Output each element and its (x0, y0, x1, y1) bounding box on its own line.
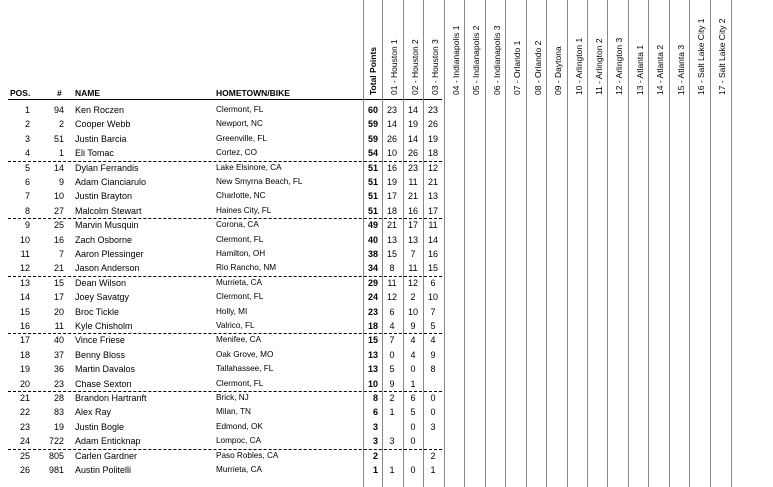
rider-number: 17 (53, 292, 64, 303)
table-row (0, 420, 773, 434)
round-3-points: 7 (430, 306, 436, 317)
rider-total-points: 15 (367, 335, 378, 346)
rider-name: Broc Tickle (75, 306, 120, 317)
rider-hometown: Corona, CA (216, 220, 259, 230)
rider-number: 36 (53, 364, 64, 375)
round-2-points: 12 (407, 277, 418, 288)
rider-total-points: 51 (367, 162, 378, 173)
column-divider (587, 0, 588, 487)
rider-hometown: Cortez, CO (216, 148, 257, 158)
rider-hometown: Holly, MI (216, 306, 248, 316)
column-divider (505, 0, 506, 487)
round-3-points: 6 (430, 277, 436, 288)
rider-total-points: 18 (367, 321, 378, 331)
rider-name: Malcolm Stewart (75, 205, 142, 216)
header-round-12 (612, 0, 626, 97)
rider-number: 27 (53, 205, 64, 216)
rider-hometown: Clermont, FL (216, 105, 264, 114)
column-divider (689, 0, 690, 487)
round-1-points: 10 (386, 148, 397, 159)
round-2-points: 19 (407, 119, 418, 130)
round-2-points: 16 (407, 205, 418, 216)
round-2-points: 13 (407, 234, 418, 245)
table-row (0, 362, 773, 376)
rider-number: 23 (53, 378, 64, 389)
header-round-label: 04 - Indianapolis 1 (451, 25, 461, 95)
rider-name: Vince Friese (75, 335, 125, 346)
round-3-points: 18 (427, 148, 438, 159)
rider-position: 14 (19, 292, 30, 303)
rider-hometown: Paso Robles, CA (216, 450, 279, 460)
rider-position: 1 (24, 105, 30, 115)
rider-name: Benny Bloss (75, 349, 126, 360)
table-row (0, 132, 773, 146)
round-2-points: 5 (410, 407, 416, 418)
round-1-points: 0 (389, 349, 395, 360)
rider-number: 94 (53, 105, 64, 115)
rider-number: 11 (54, 321, 64, 331)
round-2-points: 0 (410, 436, 416, 447)
table-row (0, 103, 773, 117)
rider-name: Zach Osborne (75, 234, 133, 245)
rider-name: Adam Cianciarulo (75, 177, 147, 187)
round-3-points: 16 (427, 249, 438, 259)
rider-total-points: 54 (367, 148, 378, 159)
rider-number: 10 (53, 191, 64, 202)
round-3-points: 1 (430, 465, 436, 475)
rider-number: 2 (58, 119, 64, 130)
rider-number: 722 (48, 436, 64, 447)
rider-number: 20 (53, 306, 64, 317)
rider-hometown: Brick, NJ (216, 393, 249, 402)
header-total-points-label: Total Points (368, 46, 378, 95)
header-round-label: 03 - Houston 3 (430, 39, 440, 95)
round-3-points: 15 (427, 263, 438, 274)
round-2-points: 4 (410, 349, 416, 360)
table-row (0, 233, 773, 247)
round-1-points: 23 (386, 105, 397, 115)
round-3-points: 14 (427, 234, 438, 245)
header-round-16 (694, 0, 708, 97)
rider-number: 51 (53, 133, 64, 144)
rider-total-points: 49 (367, 220, 378, 231)
table-row (0, 146, 773, 160)
rider-number: 21 (53, 263, 64, 274)
header-round-label: 12 - Arlington 3 (614, 37, 624, 95)
round-3-points: 21 (427, 177, 438, 187)
group-divider (8, 218, 442, 219)
header-number: # (57, 88, 62, 98)
round-1-points: 6 (389, 306, 395, 317)
header-round-17 (715, 0, 729, 97)
header-round-5 (469, 0, 483, 97)
round-1-points: 15 (386, 249, 397, 259)
table-row (0, 218, 773, 232)
round-2-points: 7 (410, 249, 416, 259)
rider-total-points: 1 (372, 465, 378, 475)
rider-name: Dylan Ferrandis (75, 162, 139, 173)
round-1-points: 11 (387, 277, 397, 288)
rider-hometown: Clermont, FL (216, 378, 264, 388)
rider-total-points: 24 (367, 292, 378, 303)
round-1-points: 5 (389, 364, 395, 375)
rider-number: 25 (53, 220, 64, 231)
round-3-points: 9 (430, 349, 436, 360)
round-2-points: 6 (410, 393, 416, 403)
round-2-points: 14 (407, 133, 418, 144)
column-divider (485, 0, 486, 487)
column-divider (403, 0, 404, 487)
rider-name: Justin Brayton (75, 191, 133, 202)
table-row (0, 204, 773, 218)
column-divider (669, 0, 670, 487)
round-3-points: 12 (427, 162, 438, 173)
column-divider (444, 0, 445, 487)
rider-position: 19 (19, 364, 30, 375)
table-row (0, 449, 773, 463)
round-2-points: 0 (410, 465, 416, 475)
rider-total-points: 29 (367, 277, 378, 288)
round-3-points: 8 (430, 364, 436, 375)
rider-position: 9 (24, 220, 30, 231)
header-round-label: 06 - Indianapolis 3 (492, 25, 502, 95)
round-3-points: 26 (427, 119, 438, 130)
header-name: NAME (75, 88, 101, 98)
column-divider (567, 0, 568, 487)
group-divider (8, 161, 442, 162)
rider-name: Eli Tomac (75, 148, 114, 159)
rider-name: Chase Sexton (75, 378, 132, 389)
rider-total-points: 6 (372, 407, 378, 418)
round-3-points: 4 (430, 335, 436, 346)
rider-name: Brandon Hartranft (75, 393, 147, 403)
column-divider (628, 0, 629, 487)
header-round-label: 02 - Houston 2 (410, 39, 420, 95)
column-divider (526, 0, 527, 487)
rider-position: 26 (19, 465, 30, 475)
header-round-7 (510, 0, 524, 97)
header-round-label: 14 - Atlanta 2 (655, 44, 665, 95)
rider-name: Justin Bogle (75, 421, 125, 432)
rider-position: 23 (19, 421, 30, 432)
rider-total-points: 38 (367, 249, 378, 259)
round-2-points: 14 (407, 105, 418, 115)
header-round-1 (387, 0, 401, 97)
header-round-13 (633, 0, 647, 97)
header-round-label: 15 - Atlanta 3 (676, 44, 686, 95)
round-1-points: 7 (389, 335, 395, 346)
header-round-label: 11 - Arlington 2 (594, 38, 604, 95)
rider-position: 25 (19, 450, 30, 461)
rider-hometown: Oak Grove, MO (216, 349, 274, 359)
column-divider (710, 0, 711, 487)
rider-hometown: Lake Elsinore, CA (216, 162, 282, 172)
rider-hometown: Valrico, FL (216, 321, 255, 330)
rider-hometown: Menifee, CA (216, 335, 262, 345)
rider-number: 37 (53, 349, 64, 360)
header-round-label: 10 - Arlington 1 (574, 37, 584, 95)
rider-name: Jason Anderson (75, 263, 140, 274)
rider-hometown: Tallahassee, FL (216, 364, 274, 374)
rider-total-points: 3 (372, 421, 378, 432)
round-3-points: 11 (428, 220, 438, 231)
rider-name: Marvin Musquin (75, 220, 139, 231)
rider-name: Austin Politelli (75, 465, 132, 475)
round-1-points: 1 (389, 407, 395, 418)
round-1-points: 13 (386, 234, 397, 245)
round-1-points: 19 (386, 177, 397, 187)
rider-total-points: 10 (367, 378, 378, 389)
table-row (0, 434, 773, 448)
header-round-9 (551, 0, 565, 97)
rider-name: Aaron Plessinger (75, 249, 144, 259)
rider-total-points: 34 (367, 263, 378, 274)
round-1-points: 8 (389, 263, 395, 274)
column-divider (607, 0, 608, 487)
rider-name: Carlen Gardner (75, 450, 138, 461)
rider-number: 981 (48, 465, 64, 475)
rider-total-points: 23 (367, 306, 378, 317)
rider-hometown: Edmond, OK (216, 421, 263, 431)
round-1-points: 1 (389, 465, 395, 475)
rider-position: 8 (24, 205, 30, 216)
rider-hometown: Charlotte, NC (216, 191, 266, 201)
header-round-3 (428, 0, 442, 97)
rider-position: 16 (19, 321, 30, 331)
round-3-points: 10 (427, 292, 438, 303)
round-1-points: 12 (386, 292, 397, 303)
rider-total-points: 59 (367, 133, 378, 144)
rider-hometown: Rio Rancho, NM (216, 263, 277, 273)
rider-position: 20 (19, 378, 30, 389)
table-row (0, 319, 773, 333)
round-1-points: 16 (386, 162, 397, 173)
group-divider (8, 391, 442, 392)
rider-position: 7 (24, 191, 30, 202)
rider-total-points: 3 (372, 436, 378, 447)
header-divider (8, 99, 442, 100)
header-round-label: 17 - Salt Lake City 2 (717, 18, 727, 95)
round-1-points: 26 (386, 133, 397, 144)
rider-hometown: New Smyrna Beach, FL (216, 177, 303, 186)
round-3-points: 5 (430, 321, 436, 331)
round-3-points: 0 (430, 407, 436, 418)
rider-number: 7 (58, 249, 64, 259)
header-round-label: 16 - Salt Lake City 1 (696, 18, 706, 95)
table-row (0, 276, 773, 290)
round-3-points: 3 (430, 421, 436, 432)
rider-position: 11 (20, 249, 30, 259)
rider-number: 28 (53, 393, 64, 403)
header-round-11 (592, 0, 606, 97)
rider-position: 22 (19, 407, 30, 418)
table-row (0, 161, 773, 175)
round-1-points: 18 (386, 205, 397, 216)
header-total-points (366, 0, 380, 97)
round-3-points: 19 (427, 133, 438, 144)
round-2-points: 23 (407, 162, 418, 173)
rider-position: 10 (19, 234, 30, 245)
header-round-14 (653, 0, 667, 97)
rider-position: 6 (24, 177, 30, 187)
header-pos: POS. (10, 88, 31, 98)
rider-total-points: 40 (367, 234, 378, 245)
rider-name: Adam Enticknap (75, 436, 141, 447)
column-divider (363, 0, 364, 487)
table-row (0, 305, 773, 319)
table-row (0, 463, 773, 477)
rider-position: 21 (19, 393, 30, 403)
rider-number: 9 (58, 177, 64, 187)
round-1-points: 17 (386, 191, 397, 202)
rider-number: 16 (53, 234, 64, 245)
rider-hometown: Haines City, FL (216, 205, 272, 215)
rider-position: 2 (24, 119, 30, 130)
round-3-points: 2 (430, 450, 436, 461)
rider-total-points: 60 (367, 105, 378, 115)
table-row (0, 405, 773, 419)
round-1-points: 3 (389, 436, 395, 447)
header-round-6 (490, 0, 504, 97)
round-3-points: 0 (430, 393, 436, 403)
round-3-points: 23 (427, 105, 438, 115)
header-round-label: 07 - Orlando 1 (512, 40, 522, 95)
rider-total-points: 13 (367, 364, 378, 375)
round-2-points: 11 (408, 263, 418, 274)
rider-hometown: Clermont, FL (216, 234, 264, 244)
round-1-points: 9 (389, 378, 395, 389)
header-round-label: 05 - Indianapolis 2 (471, 25, 481, 95)
rider-name: Cooper Webb (75, 119, 131, 130)
rider-number: 15 (53, 277, 64, 288)
round-2-points: 2 (410, 292, 416, 303)
round-2-points: 4 (410, 335, 416, 346)
rider-position: 4 (24, 148, 30, 159)
rider-hometown: Murrieta, CA (216, 465, 262, 474)
round-2-points: 9 (410, 321, 416, 331)
rider-name: Kyle Chisholm (75, 321, 133, 331)
header-round-label: 09 - Daytona (553, 46, 563, 95)
rider-number: 14 (53, 162, 64, 173)
round-3-points: 17 (427, 205, 438, 216)
rider-hometown: Newport, NC (216, 119, 263, 129)
rider-number: 1 (58, 148, 64, 159)
round-2-points: 0 (410, 364, 416, 375)
rider-name: Dean Wilson (75, 277, 127, 288)
group-divider (8, 449, 442, 450)
table-row (0, 189, 773, 203)
group-divider (8, 276, 442, 277)
rider-hometown: Milan, TN (216, 407, 251, 417)
rider-name: Martin Davalos (75, 364, 136, 375)
rider-position: 13 (19, 277, 30, 288)
column-divider (731, 0, 732, 487)
column-divider (546, 0, 547, 487)
round-1-points: 2 (389, 393, 395, 403)
table-row (0, 348, 773, 362)
column-divider (382, 0, 383, 487)
rider-position: 24 (19, 436, 30, 447)
header-hometown: HOMETOWN/BIKE (216, 88, 290, 98)
round-1-points: 14 (386, 119, 397, 130)
header-round-4 (449, 0, 463, 97)
rider-hometown: Hamilton, OH (216, 249, 266, 258)
table-row (0, 290, 773, 304)
table-row (0, 391, 773, 405)
round-2-points: 0 (410, 421, 416, 432)
header-round-label: 13 - Atlanta 1 (635, 44, 645, 95)
rider-position: 12 (19, 263, 30, 274)
rider-position: 3 (24, 133, 30, 144)
rider-total-points: 13 (367, 349, 378, 360)
column-divider (423, 0, 424, 487)
rider-number: 19 (53, 421, 64, 432)
rider-hometown: Clermont, FL (216, 292, 264, 302)
rider-total-points: 51 (367, 191, 378, 202)
header-round-15 (674, 0, 688, 97)
rider-position: 18 (19, 349, 30, 360)
rider-hometown: Lompoc, CA (216, 436, 262, 446)
rider-total-points: 51 (367, 177, 378, 187)
round-2-points: 10 (407, 306, 418, 317)
round-3-points: 13 (427, 191, 438, 202)
table-row (0, 247, 773, 261)
rider-position: 15 (19, 306, 30, 317)
rider-number: 83 (53, 407, 64, 418)
rider-hometown: Murrieta, CA (216, 277, 262, 287)
round-1-points: 4 (389, 321, 395, 331)
round-2-points: 1 (410, 378, 416, 389)
rider-name: Ken Roczen (75, 105, 125, 115)
table-row (0, 377, 773, 391)
table-row (0, 175, 773, 189)
round-2-points: 21 (407, 191, 418, 202)
rider-position: 5 (24, 162, 30, 173)
rider-total-points: 8 (372, 393, 378, 403)
column-divider (648, 0, 649, 487)
header-round-label: 01 - Houston 1 (389, 39, 399, 95)
round-2-points: 17 (407, 220, 418, 231)
header-round-label: 08 - Orlando 2 (533, 40, 543, 95)
round-2-points: 26 (407, 148, 418, 159)
rider-total-points: 2 (372, 450, 378, 461)
round-2-points: 11 (408, 177, 418, 187)
rider-total-points: 51 (367, 205, 378, 216)
rider-number: 805 (48, 450, 64, 461)
rider-name: Joey Savatgy (75, 292, 130, 303)
rider-name: Alex Ray (75, 407, 112, 418)
header-round-2 (408, 0, 422, 97)
rider-total-points: 59 (367, 119, 378, 130)
rider-name: Justin Barcia (75, 133, 127, 144)
rider-hometown: Greenville, FL (216, 133, 267, 143)
group-divider (8, 333, 442, 334)
header-round-8 (531, 0, 545, 97)
round-1-points: 21 (386, 220, 397, 231)
header-round-10 (572, 0, 586, 97)
column-divider (464, 0, 465, 487)
rider-position: 17 (19, 335, 30, 346)
table-row (0, 261, 773, 275)
table-row (0, 333, 773, 347)
rider-number: 40 (53, 335, 64, 346)
table-row (0, 117, 773, 131)
